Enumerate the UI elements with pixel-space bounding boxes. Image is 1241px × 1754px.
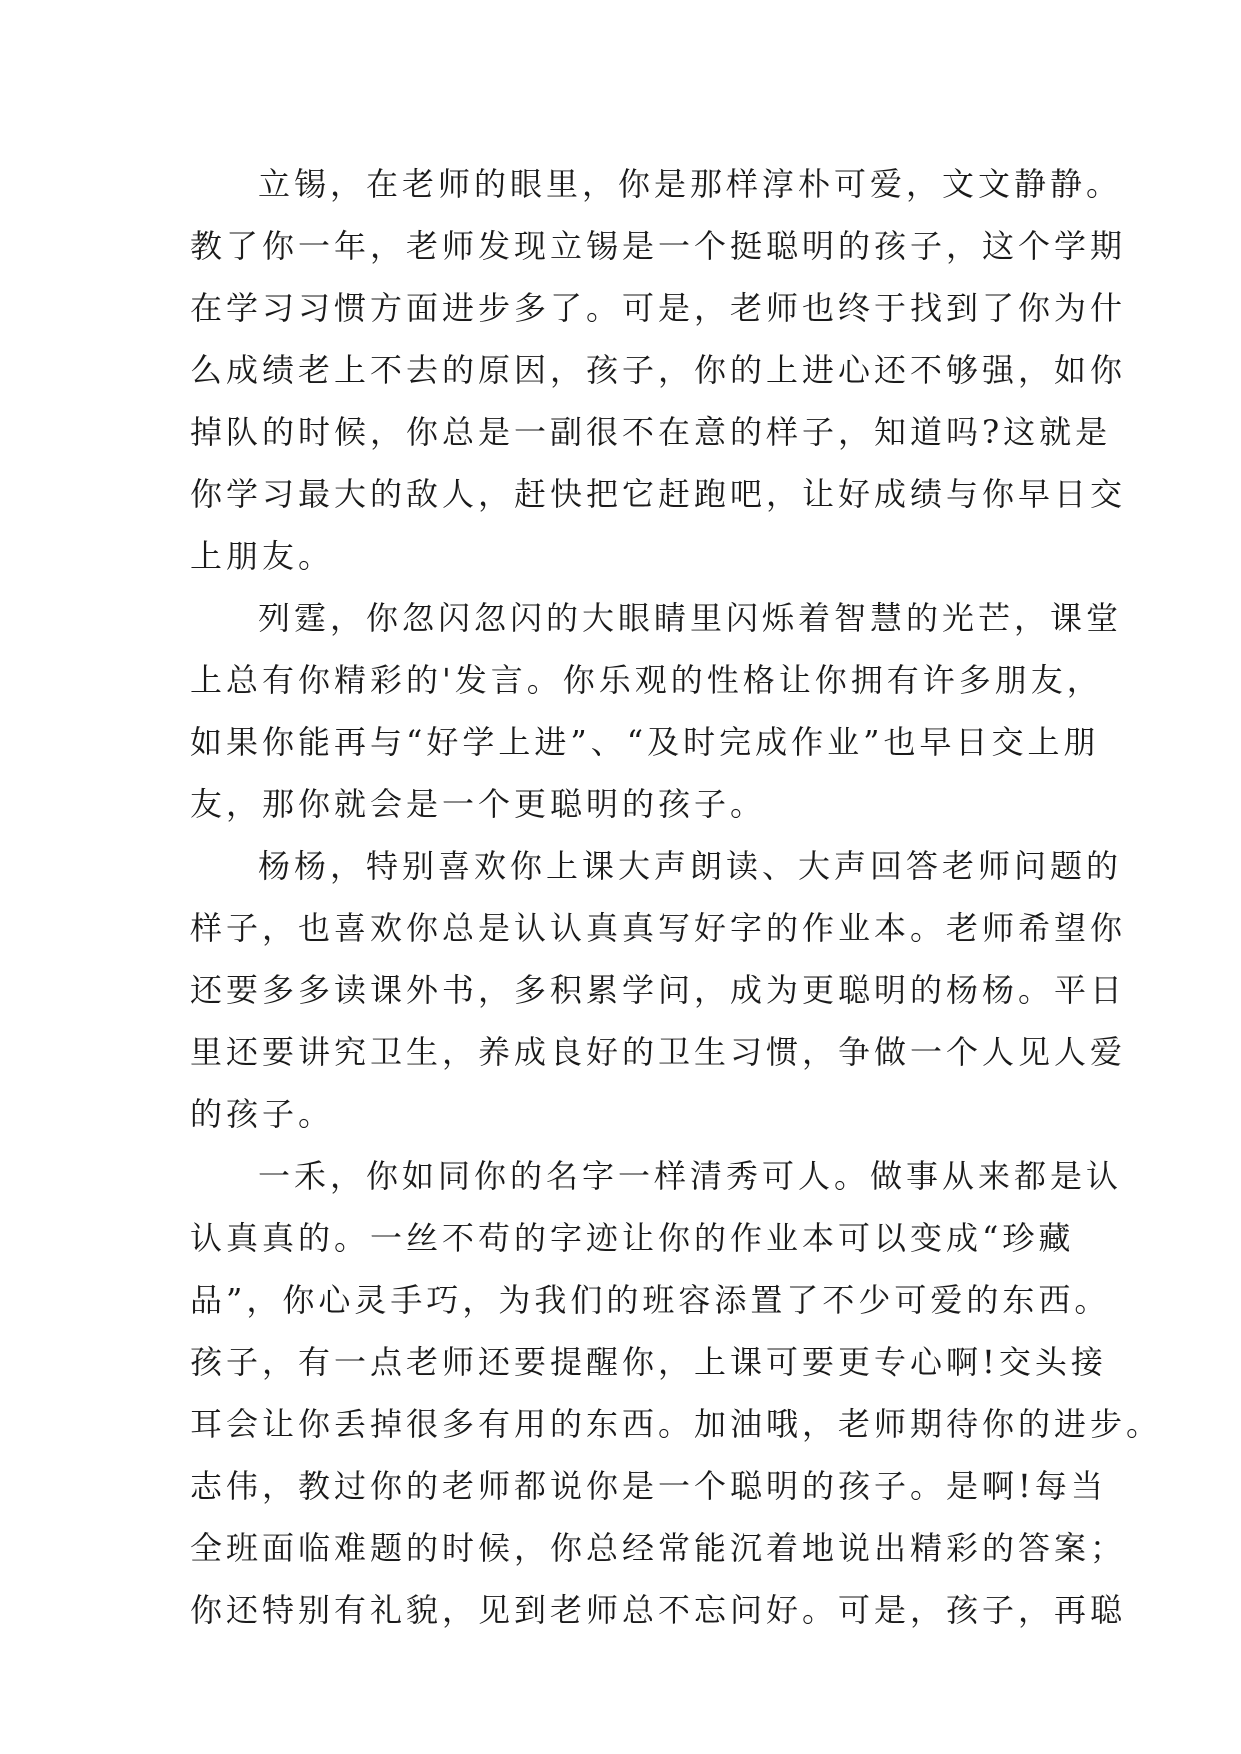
text-line: 列霆，你忽闪忽闪的大眼睛里闪烁着智慧的光芒，课堂 bbox=[258, 599, 1123, 637]
text-line: 品”，你心灵手巧，为我们的班容添置了不少可爱的东西。 bbox=[190, 1281, 1111, 1319]
text-line: 立锡，在老师的眼里，你是那样淳朴可爱，文文静静。 bbox=[258, 165, 1123, 203]
text-line: 你还特别有礼貌，见到老师总不忘问好。可是，孩子，再聪 bbox=[190, 1591, 1127, 1629]
text-line: 还要多多读课外书，多积累学问，成为更聪明的杨杨。平日 bbox=[190, 971, 1127, 1009]
text-line: 杨杨，特别喜欢你上课大声朗读、大声回答老师问题的 bbox=[258, 847, 1123, 885]
text-line: 上朋友。 bbox=[190, 537, 335, 575]
text-line: 掉队的时候，你总是一副很不在意的样子，知道吗?这就是 bbox=[190, 413, 1112, 451]
text-line: 教了你一年，老师发现立锡是一个挺聪明的孩子，这个学期 bbox=[190, 227, 1127, 265]
text-line: 友，那你就会是一个更聪明的孩子。 bbox=[190, 785, 767, 823]
text-line: 上总有你精彩的'发言。你乐观的性格让你拥有许多朋友， bbox=[190, 661, 1103, 699]
text-line: 耳会让你丢掉很多有用的东西。加油哦，老师期待你的进步。 bbox=[190, 1405, 1163, 1443]
text-line: 一禾，你如同你的名字一样清秀可人。做事从来都是认 bbox=[258, 1157, 1123, 1195]
text-line: 你学习最大的敌人，赶快把它赶跑吧，让好成绩与你早日交 bbox=[190, 475, 1127, 513]
text-line: 样子，也喜欢你总是认认真真写好字的作业本。老师希望你 bbox=[190, 909, 1127, 947]
text-line: 认真真的。一丝不苟的字迹让你的作业本可以变成“珍藏 bbox=[190, 1219, 1075, 1257]
text-line: 志伟，教过你的老师都说你是一个聪明的孩子。是啊!每当 bbox=[190, 1467, 1107, 1505]
text-line: 的孩子。 bbox=[190, 1095, 335, 1133]
text-line: 里还要讲究卫生，养成良好的卫生习惯，争做一个人见人爱 bbox=[190, 1033, 1127, 1071]
text-line: 在学习习惯方面进步多了。可是，老师也终于找到了你为什 bbox=[190, 289, 1127, 327]
text-line: 如果你能再与“好学上进”、“及时完成作业”也早日交上朋 bbox=[190, 723, 1100, 761]
text-line: 孩子，有一点老师还要提醒你，上课可要更专心啊!交头接 bbox=[190, 1343, 1107, 1381]
text-line: 么成绩老上不去的原因，孩子，你的上进心还不够强，如你 bbox=[190, 351, 1127, 389]
text-line: 全班面临难题的时候，你总经常能沉着地说出精彩的答案； bbox=[190, 1529, 1127, 1567]
